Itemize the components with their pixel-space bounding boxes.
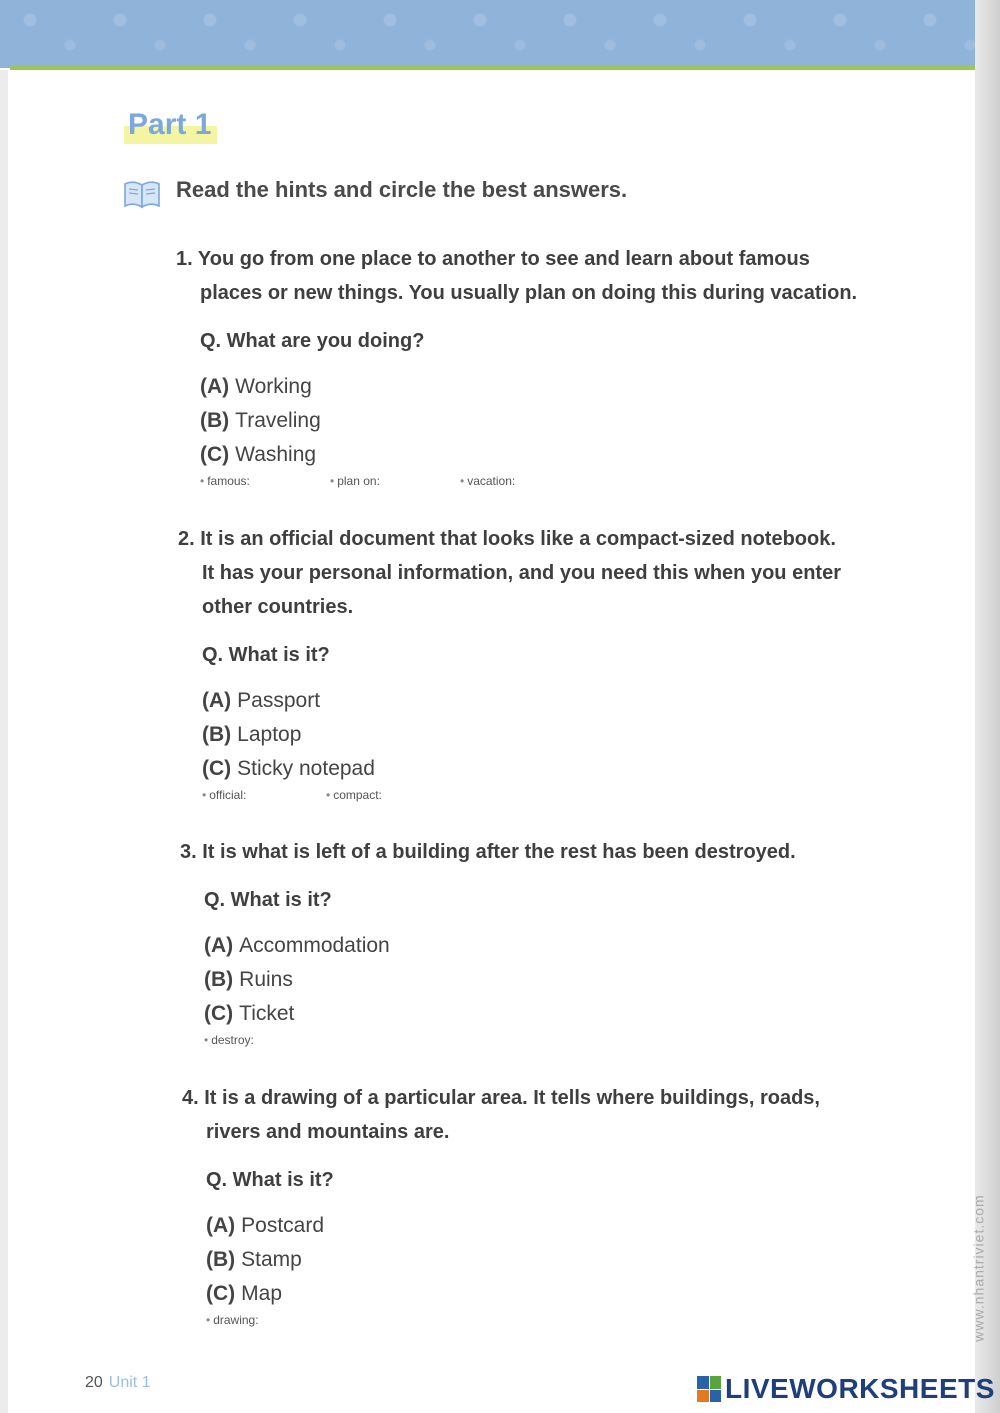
page-footer xyxy=(85,1374,151,1392)
vocab-hints xyxy=(206,1313,927,1327)
option-text: Sticky notepad xyxy=(237,757,375,780)
option-text: Ticket xyxy=(239,1002,295,1025)
vocab-hint[interactable]: • vacation: xyxy=(460,474,516,488)
vocab-hints xyxy=(202,788,923,802)
unit-label: Unit 1 xyxy=(108,1374,151,1391)
question-prompt: Q. What are you doing? xyxy=(200,330,425,352)
question-number: 4. xyxy=(182,1087,199,1109)
option-c[interactable] xyxy=(202,752,923,786)
page-left-edge xyxy=(0,70,8,1413)
stem-line: It is an official document that looks like a compact-sized notebook. xyxy=(200,528,836,550)
vocab-hint[interactable]: • official: xyxy=(202,788,247,802)
vocab-hint[interactable]: • plan on: xyxy=(330,474,380,488)
option-letter: (A) xyxy=(204,934,234,957)
question-stem xyxy=(176,242,921,276)
page-number: 20 xyxy=(85,1374,103,1391)
stem-line: other countries. xyxy=(202,596,354,618)
option-c[interactable] xyxy=(204,997,925,1031)
banner-divider xyxy=(10,66,975,70)
option-text: Working xyxy=(235,375,312,398)
open-book-icon xyxy=(123,178,161,210)
answer-options xyxy=(204,929,925,1031)
part-title: Part 1 xyxy=(124,104,217,144)
stem-line: It has your personal information, and you need this when you enter xyxy=(202,562,841,584)
question-prompt: Q. What is it? xyxy=(204,889,332,911)
question-block-3 xyxy=(180,835,925,1047)
vocab-hint[interactable]: • destroy: xyxy=(204,1033,254,1047)
option-a[interactable] xyxy=(206,1209,927,1243)
question-number: 1. xyxy=(176,248,193,270)
liveworksheets-logo-icon xyxy=(697,1376,721,1402)
answer-options xyxy=(202,684,923,786)
stem-line: It is what is left of a building after the rest has been destroyed. xyxy=(202,841,796,863)
brand-name: LIVEWORKSHEETS xyxy=(725,1373,995,1404)
instruction-text: Read the hints and circle the best answers. xyxy=(176,177,628,202)
option-text: Washing xyxy=(235,443,317,466)
option-letter: (B) xyxy=(206,1248,236,1271)
answer-options xyxy=(206,1209,927,1311)
stem-line: places or new things. You usually plan on doing this during vacation. xyxy=(200,282,858,304)
question-block-2 xyxy=(178,522,923,802)
liveworksheets-brand[interactable] xyxy=(697,1373,995,1405)
question-block-1 xyxy=(176,242,921,488)
question-number: 2. xyxy=(178,528,195,550)
option-text: Postcard xyxy=(241,1214,325,1237)
question-stem xyxy=(180,835,925,869)
option-text: Laptop xyxy=(237,723,302,746)
option-letter: (B) xyxy=(202,723,232,746)
option-b[interactable] xyxy=(202,718,923,752)
option-text: Stamp xyxy=(241,1248,302,1271)
option-c[interactable] xyxy=(206,1277,927,1311)
option-b[interactable] xyxy=(204,963,925,997)
vocab-hints xyxy=(204,1033,925,1047)
option-a[interactable] xyxy=(204,929,925,963)
vocab-hint[interactable]: • compact: xyxy=(326,788,382,802)
option-text: Ruins xyxy=(239,968,293,991)
option-letter: (A) xyxy=(202,689,232,712)
answer-options xyxy=(200,370,921,472)
vocab-hints xyxy=(200,474,921,488)
question-stem xyxy=(178,522,923,556)
vocab-hint[interactable]: • famous: xyxy=(200,474,250,488)
option-letter: (A) xyxy=(200,375,230,398)
option-a[interactable] xyxy=(202,684,923,718)
option-text: Traveling xyxy=(235,409,321,432)
option-letter: (C) xyxy=(200,443,230,466)
option-text: Accommodation xyxy=(239,934,390,957)
stem-line: You go from one place to another to see and learn about famous xyxy=(197,248,810,270)
option-letter: (C) xyxy=(204,1002,234,1025)
publisher-watermark: www.nhantriviet.com xyxy=(970,1194,987,1342)
question-prompt: Q. What is it? xyxy=(202,644,330,666)
option-b[interactable] xyxy=(206,1243,927,1277)
option-text: Map xyxy=(241,1282,283,1305)
option-letter: (B) xyxy=(200,409,230,432)
option-letter: (C) xyxy=(206,1282,236,1305)
top-banner xyxy=(0,0,975,68)
option-a[interactable] xyxy=(200,370,921,404)
option-letter: (A) xyxy=(206,1214,236,1237)
stem-line: rivers and mountains are. xyxy=(206,1121,450,1143)
option-letter: (C) xyxy=(202,757,232,780)
question-number: 3. xyxy=(180,841,197,863)
option-b[interactable] xyxy=(200,404,921,438)
question-block-4 xyxy=(182,1081,927,1327)
question-stem xyxy=(182,1081,927,1115)
question-prompt: Q. What is it? xyxy=(206,1169,334,1191)
option-text: Passport xyxy=(237,689,321,712)
stem-line: It is a drawing of a particular area. It tells where buildings, roads, xyxy=(204,1087,820,1109)
option-letter: (B) xyxy=(204,968,234,991)
vocab-hint[interactable]: • drawing: xyxy=(206,1313,259,1327)
option-c[interactable] xyxy=(200,438,921,472)
